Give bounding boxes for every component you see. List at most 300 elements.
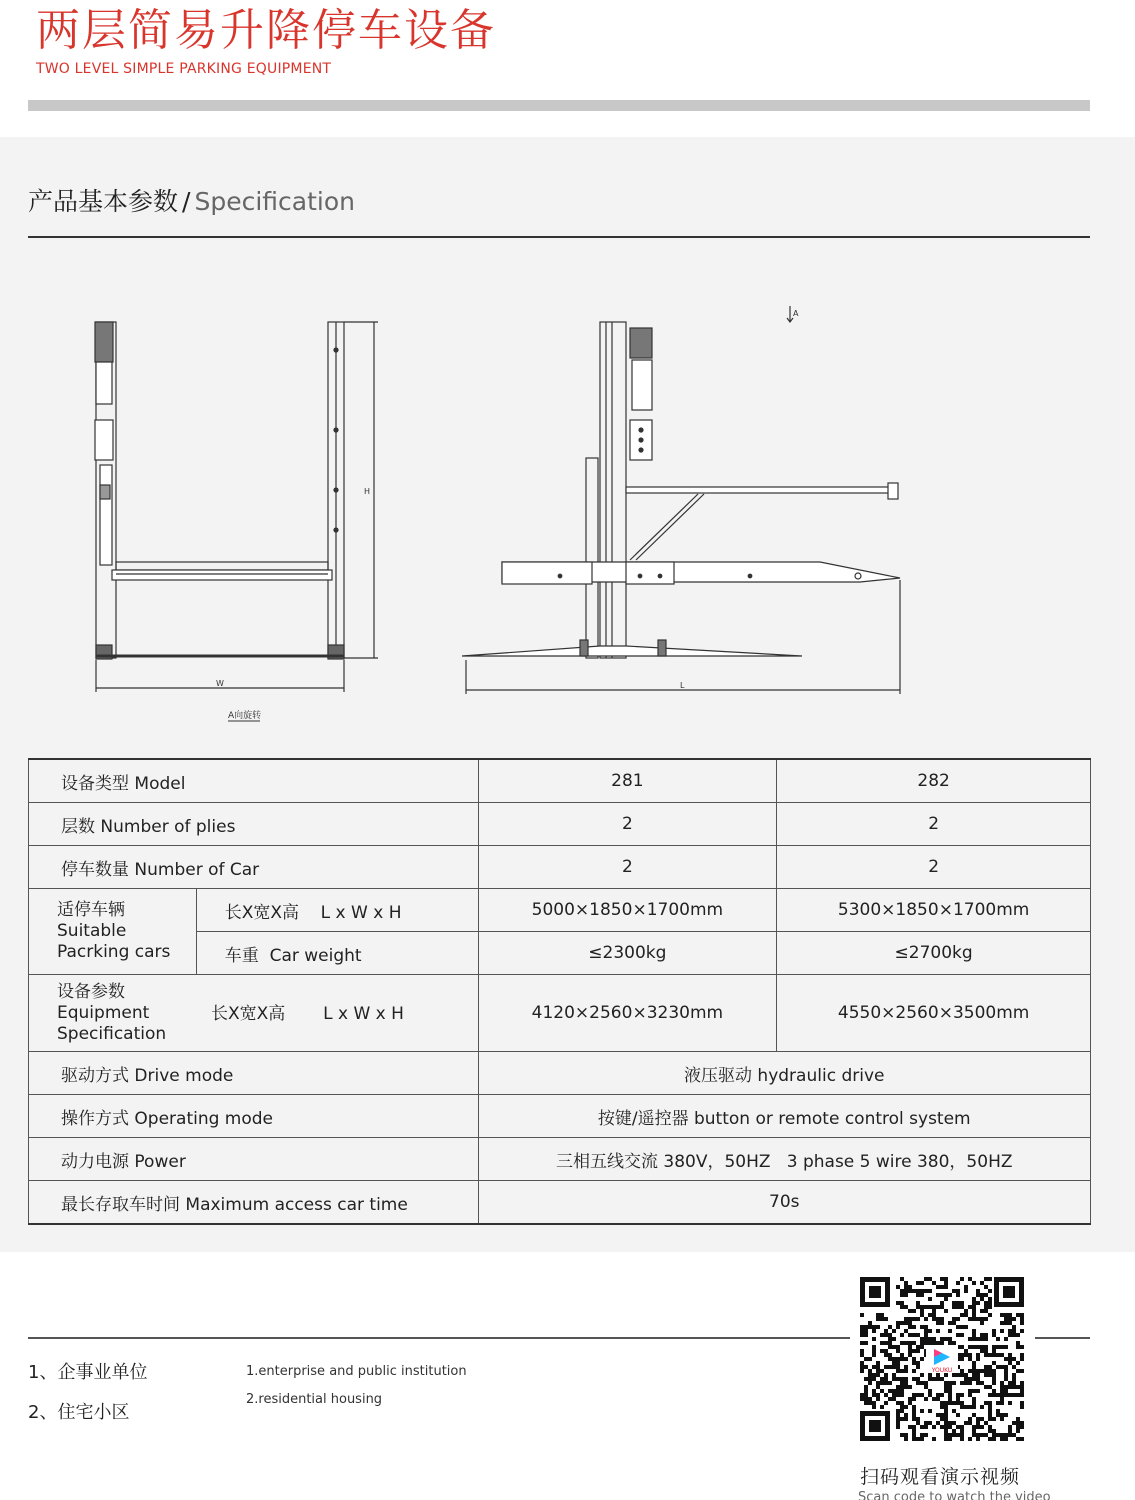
qr-module — [900, 1401, 904, 1405]
qr-module — [992, 1433, 996, 1437]
qr-module — [904, 1413, 908, 1417]
qr-module — [1000, 1397, 1004, 1401]
qr-module — [940, 1341, 944, 1345]
qr-module — [876, 1397, 880, 1401]
qr-module — [940, 1277, 944, 1281]
cell-281: 5000×1850×1700mm — [478, 889, 777, 932]
qr-module — [916, 1301, 920, 1305]
qr-module — [900, 1417, 904, 1421]
qr-module — [912, 1409, 916, 1413]
side-view — [462, 306, 900, 694]
qr-module — [872, 1337, 876, 1341]
qr-module — [872, 1329, 876, 1333]
qr-module — [920, 1313, 924, 1317]
qr-module — [880, 1313, 884, 1317]
qr-module — [992, 1377, 996, 1381]
qr-module — [964, 1421, 968, 1425]
qr-module — [900, 1341, 904, 1345]
qr-module — [984, 1373, 988, 1377]
qr-module — [968, 1345, 972, 1349]
qr-module — [900, 1433, 904, 1437]
qr-caption: 扫码观看演示视频 — [860, 1466, 1021, 1488]
qr-module — [920, 1345, 924, 1349]
qr-module — [988, 1301, 992, 1305]
qr-module — [908, 1397, 912, 1401]
qr-module — [972, 1389, 976, 1393]
qr-module — [888, 1357, 892, 1361]
qr-module — [972, 1429, 976, 1433]
qr-module — [912, 1437, 916, 1441]
qr-module — [932, 1425, 936, 1429]
application-item-en: 2.residential housing — [246, 1392, 383, 1407]
qr-module — [948, 1341, 952, 1345]
qr-module — [960, 1277, 964, 1281]
qr-module — [884, 1333, 888, 1337]
qr-module — [864, 1393, 868, 1397]
qr-module — [876, 1365, 880, 1369]
qr-module — [952, 1401, 956, 1405]
qr-module — [964, 1289, 968, 1293]
qr-module — [960, 1401, 964, 1405]
qr-module — [1012, 1365, 1016, 1369]
qr-module — [868, 1325, 872, 1329]
spec-table — [28, 758, 1091, 1225]
qr-module — [1004, 1365, 1008, 1369]
qr-module — [896, 1421, 900, 1425]
qr-module — [972, 1401, 976, 1405]
qr-module — [1000, 1393, 1004, 1397]
cell-281: 4120×2560×3230mm — [478, 975, 777, 1052]
qr-module — [868, 1321, 872, 1325]
qr-module — [988, 1297, 992, 1301]
qr-module — [892, 1345, 896, 1349]
qr-module — [976, 1289, 980, 1293]
qr-module — [932, 1437, 936, 1441]
cell-282: 2 — [777, 846, 1091, 889]
qr-module — [896, 1349, 900, 1353]
qr-module — [888, 1381, 892, 1385]
qr-module — [864, 1401, 868, 1405]
qr-module — [956, 1433, 960, 1437]
qr-module — [988, 1425, 992, 1429]
qr-module — [996, 1337, 1000, 1341]
qr-module — [896, 1385, 900, 1389]
qr-module — [916, 1437, 920, 1441]
qr-module — [884, 1401, 888, 1405]
qr-module — [928, 1409, 932, 1413]
qr-module — [936, 1393, 940, 1397]
qr-module — [920, 1281, 924, 1285]
qr-module — [916, 1305, 920, 1309]
table-row-drive — [29, 1052, 1091, 1095]
qr-module — [940, 1377, 944, 1381]
qr-module — [964, 1381, 968, 1385]
qr-module — [964, 1313, 968, 1317]
qr-module — [940, 1285, 944, 1289]
qr-module — [1016, 1361, 1020, 1365]
qr-module — [892, 1365, 896, 1369]
qr-module — [944, 1433, 948, 1437]
qr-code[interactable] — [860, 1277, 1024, 1441]
qr-module — [976, 1337, 980, 1341]
qr-module — [944, 1425, 948, 1429]
qr-module — [904, 1369, 908, 1373]
qr-module — [976, 1345, 980, 1349]
qr-module — [892, 1389, 896, 1393]
qr-module — [956, 1305, 960, 1309]
qr-module — [928, 1421, 932, 1425]
qr-module — [972, 1373, 976, 1377]
qr-module — [948, 1293, 952, 1297]
qr-module — [904, 1385, 908, 1389]
qr-module — [944, 1421, 948, 1425]
qr-module — [984, 1293, 988, 1297]
qr-module — [968, 1277, 972, 1281]
qr-module — [884, 1373, 888, 1377]
qr-module — [872, 1393, 876, 1397]
qr-module — [860, 1341, 864, 1345]
qr-module — [952, 1409, 956, 1413]
qr-module — [912, 1405, 916, 1409]
qr-module — [908, 1425, 912, 1429]
qr-module — [936, 1293, 940, 1297]
qr-module — [984, 1301, 988, 1305]
qr-module — [996, 1345, 1000, 1349]
qr-module — [864, 1333, 868, 1337]
qr-module — [940, 1293, 944, 1297]
qr-module — [988, 1413, 992, 1417]
qr-module — [952, 1421, 956, 1425]
qr-module — [1016, 1369, 1020, 1373]
qr-module — [984, 1285, 988, 1289]
qr-module — [1016, 1429, 1020, 1433]
qr-module — [1020, 1421, 1024, 1425]
qr-module — [880, 1317, 884, 1321]
qr-module — [880, 1389, 884, 1393]
qr-module — [888, 1397, 892, 1401]
qr-module — [876, 1393, 880, 1397]
qr-module — [884, 1317, 888, 1321]
qr-module — [952, 1301, 956, 1305]
qr-module — [1016, 1333, 1020, 1337]
qr-module — [912, 1361, 916, 1365]
qr-module — [1004, 1357, 1008, 1361]
qr-module — [900, 1333, 904, 1337]
qr-module — [992, 1393, 996, 1397]
qr-module — [988, 1373, 992, 1377]
qr-module — [912, 1377, 916, 1381]
qr-module — [876, 1313, 880, 1317]
qr-module — [1012, 1433, 1016, 1437]
qr-module — [972, 1313, 976, 1317]
qr-module — [940, 1305, 944, 1309]
qr-module — [896, 1401, 900, 1405]
qr-module — [892, 1377, 896, 1381]
qr-module — [1020, 1405, 1024, 1409]
qr-module — [940, 1425, 944, 1429]
qr-module — [960, 1357, 964, 1361]
qr-module — [956, 1293, 960, 1297]
qr-module — [920, 1433, 924, 1437]
qr-module — [868, 1381, 872, 1385]
cell-281: 2 — [478, 803, 777, 846]
qr-module — [892, 1361, 896, 1365]
qr-module — [916, 1421, 920, 1425]
qr-module — [884, 1377, 888, 1381]
qr-module — [1000, 1313, 1004, 1317]
qr-module — [916, 1417, 920, 1421]
section-heading-en: Specification — [194, 187, 355, 216]
qr-module — [936, 1285, 940, 1289]
qr-module — [912, 1357, 916, 1361]
qr-module — [1016, 1345, 1020, 1349]
qr-module — [968, 1317, 972, 1321]
qr-module — [980, 1309, 984, 1313]
qr-module — [944, 1381, 948, 1385]
qr-module — [860, 1361, 864, 1365]
qr-module — [964, 1353, 968, 1357]
qr-module — [984, 1309, 988, 1313]
qr-module — [904, 1285, 908, 1289]
qr-module — [864, 1389, 868, 1393]
qr-module — [900, 1385, 904, 1389]
qr-module — [948, 1381, 952, 1385]
row-label: 层数 Number of plies — [29, 803, 479, 846]
qr-module — [912, 1333, 916, 1337]
qr-module — [884, 1393, 888, 1397]
qr-module — [900, 1305, 904, 1309]
qr-module — [972, 1369, 976, 1373]
qr-module — [960, 1425, 964, 1429]
qr-module — [968, 1377, 972, 1381]
page-subtitle: TWO LEVEL SIMPLE PARKING EQUIPMENT — [36, 61, 332, 77]
qr-module — [980, 1369, 984, 1373]
qr-module — [888, 1337, 892, 1341]
qr-module — [864, 1357, 868, 1361]
row-label: 驱动方式 Drive mode — [29, 1052, 479, 1095]
qr-module — [908, 1325, 912, 1329]
qr-module — [960, 1305, 964, 1309]
qr-module — [980, 1405, 984, 1409]
qr-module — [928, 1297, 932, 1301]
qr-module — [872, 1377, 876, 1381]
qr-module — [920, 1289, 924, 1293]
qr-module — [880, 1369, 884, 1373]
qr-module — [1016, 1393, 1020, 1397]
qr-module — [904, 1433, 908, 1437]
qr-module — [1000, 1389, 1004, 1393]
application-item-en: 1.enterprise and public institution — [246, 1364, 467, 1379]
qr-module — [960, 1353, 964, 1357]
qr-module — [924, 1337, 928, 1341]
qr-module — [864, 1325, 868, 1329]
qr-module — [912, 1289, 916, 1293]
footer-rule-right — [1035, 1337, 1090, 1339]
cell-282: 2 — [777, 803, 1091, 846]
qr-module — [932, 1305, 936, 1309]
qr-module — [1012, 1333, 1016, 1337]
qr-module — [888, 1389, 892, 1393]
qr-module — [900, 1353, 904, 1357]
qr-module — [916, 1349, 920, 1353]
qr-module — [908, 1289, 912, 1293]
qr-module — [988, 1401, 992, 1405]
qr-module — [956, 1373, 960, 1377]
qr-module — [956, 1317, 960, 1321]
qr-module — [956, 1333, 960, 1337]
qr-module — [900, 1389, 904, 1393]
qr-module — [952, 1429, 956, 1433]
qr-module — [1000, 1321, 1004, 1325]
qr-module — [976, 1293, 980, 1297]
qr-module — [888, 1341, 892, 1345]
qr-module — [924, 1425, 928, 1429]
qr-module — [916, 1293, 920, 1297]
qr-module — [932, 1313, 936, 1317]
qr-module — [1020, 1345, 1024, 1349]
qr-module — [936, 1397, 940, 1401]
qr-module — [1004, 1433, 1008, 1437]
qr-module — [892, 1329, 896, 1333]
qr-module — [992, 1381, 996, 1385]
qr-module — [1012, 1385, 1016, 1389]
qr-module — [932, 1377, 936, 1381]
qr-module — [988, 1409, 992, 1413]
group-label-equipment — [29, 975, 479, 1052]
qr-module — [940, 1413, 944, 1417]
qr-module — [956, 1281, 960, 1285]
qr-module — [1012, 1325, 1016, 1329]
qr-module — [920, 1357, 924, 1361]
qr-module — [940, 1317, 944, 1321]
qr-module — [924, 1397, 928, 1401]
cell-shared: 按键/遥控器 button or remote control system — [478, 1095, 1091, 1138]
front-view — [95, 322, 378, 692]
qr-module — [980, 1345, 984, 1349]
group-label-line: Specification — [57, 1023, 167, 1044]
qr-module — [892, 1357, 896, 1361]
front-width-label: W — [216, 679, 224, 688]
qr-module — [968, 1421, 972, 1425]
qr-module — [1012, 1329, 1016, 1333]
qr-module — [924, 1289, 928, 1293]
qr-module — [976, 1389, 980, 1393]
row-label: 设备类型 Model — [29, 759, 479, 803]
table-row-power — [29, 1138, 1091, 1181]
cell-281: 2 — [478, 846, 777, 889]
qr-module — [948, 1385, 952, 1389]
qr-module — [952, 1321, 956, 1325]
header-divider-bar — [28, 100, 1090, 111]
qr-module — [956, 1325, 960, 1329]
qr-module — [868, 1401, 872, 1405]
qr-module — [932, 1341, 936, 1345]
qr-module — [904, 1381, 908, 1385]
qr-module — [968, 1393, 972, 1397]
qr-module — [1020, 1321, 1024, 1325]
qr-module — [984, 1385, 988, 1389]
qr-module — [972, 1425, 976, 1429]
group-label-line: Suitable — [57, 921, 127, 941]
qr-module — [912, 1309, 916, 1313]
qr-module — [1004, 1313, 1008, 1317]
qr-module — [900, 1293, 904, 1297]
qr-module — [1008, 1381, 1012, 1385]
qr-module — [896, 1377, 900, 1381]
qr-module — [980, 1281, 984, 1285]
qr-module — [932, 1281, 936, 1285]
qr-module — [956, 1289, 960, 1293]
qr-module — [988, 1353, 992, 1357]
qr-module — [904, 1317, 908, 1321]
qr-module — [904, 1281, 908, 1285]
qr-module — [948, 1433, 952, 1437]
qr-module — [952, 1341, 956, 1345]
qr-module — [992, 1329, 996, 1333]
qr-module — [972, 1305, 976, 1309]
qr-module — [900, 1381, 904, 1385]
qr-module — [920, 1337, 924, 1341]
qr-module — [944, 1389, 948, 1393]
qr-module — [860, 1393, 864, 1397]
qr-module — [904, 1437, 908, 1441]
qr-module — [868, 1357, 872, 1361]
qr-module — [912, 1317, 916, 1321]
side-length-label: L — [680, 681, 685, 690]
qr-module — [972, 1281, 976, 1285]
qr-module — [988, 1277, 992, 1281]
group-label-line: Pacrking cars — [57, 942, 171, 962]
qr-module — [1008, 1433, 1012, 1437]
qr-module — [944, 1337, 948, 1341]
qr-module — [968, 1357, 972, 1361]
qr-module — [1000, 1381, 1004, 1385]
qr-module — [928, 1305, 932, 1309]
group-label-line: 设备参数 — [57, 981, 125, 1002]
qr-module — [952, 1305, 956, 1309]
qr-module — [976, 1373, 980, 1377]
qr-module — [940, 1321, 944, 1325]
qr-module — [992, 1345, 996, 1349]
qr-module — [936, 1421, 940, 1425]
qr-module — [1012, 1421, 1016, 1425]
qr-module — [872, 1349, 876, 1353]
qr-module — [988, 1369, 992, 1373]
cell-282: ≤2700kg — [777, 932, 1091, 975]
qr-module — [904, 1293, 908, 1297]
qr-module — [1020, 1389, 1024, 1393]
qr-module — [980, 1425, 984, 1429]
qr-module — [976, 1437, 980, 1441]
qr-module — [944, 1277, 948, 1281]
table-row-operating — [29, 1095, 1091, 1138]
technical-drawing — [0, 280, 1135, 740]
qr-module — [884, 1381, 888, 1385]
qr-module — [864, 1385, 868, 1389]
qr-module — [884, 1365, 888, 1369]
section-rule — [28, 236, 1090, 238]
qr-module — [1016, 1425, 1020, 1429]
qr-module — [896, 1285, 900, 1289]
qr-module — [888, 1345, 892, 1349]
qr-module — [860, 1349, 864, 1353]
qr-module — [1004, 1413, 1008, 1417]
qr-module — [924, 1421, 928, 1425]
qr-module — [880, 1349, 884, 1353]
qr-module — [920, 1381, 924, 1385]
qr-module — [916, 1333, 920, 1337]
qr-module — [972, 1297, 976, 1301]
